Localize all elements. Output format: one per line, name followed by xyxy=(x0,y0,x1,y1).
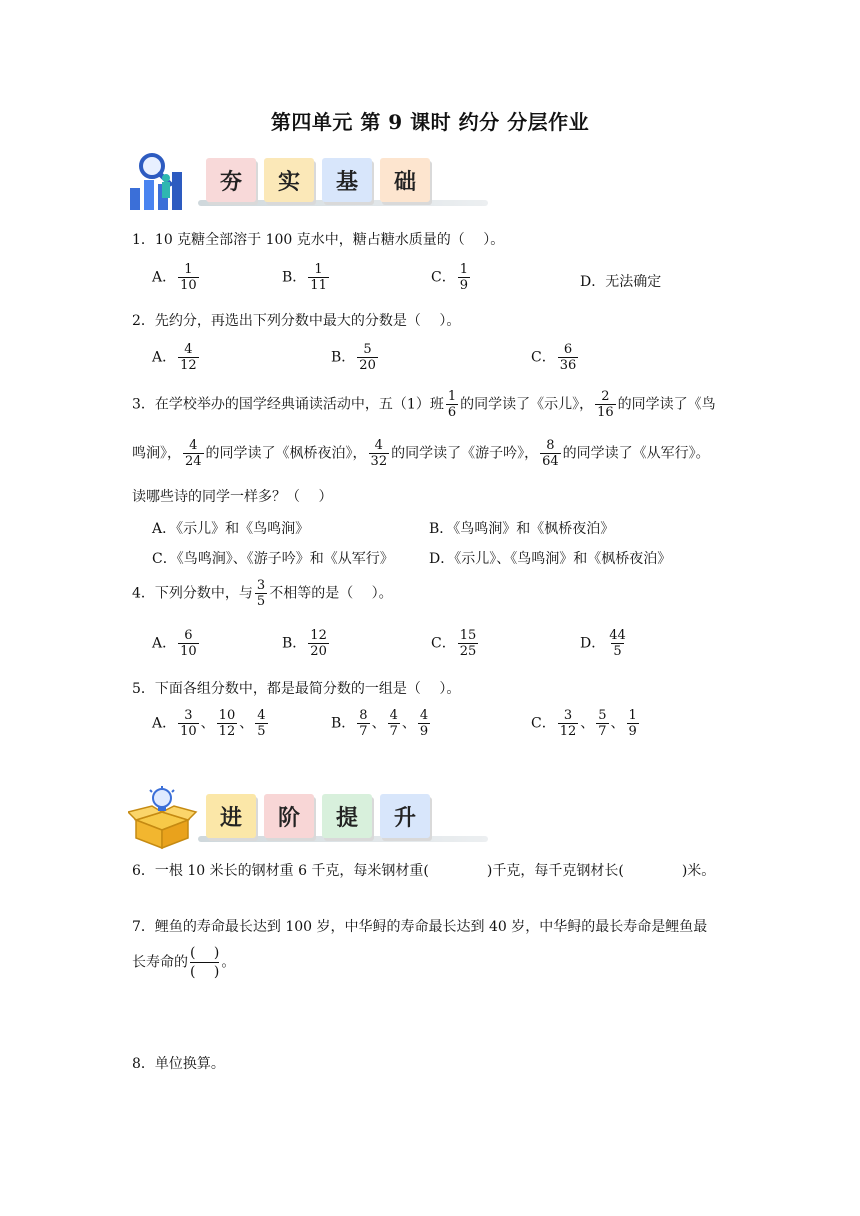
q3-option-a: A．《示儿》和《鸟鸣涧》 xyxy=(152,521,310,537)
question-3-line-2: 鸣涧》， $\frac{4}{24}$ 的同学读了《枫桥夜泊》， $\frac{4}{32}$ 的同学读了《游子吟》， $\frac{8}{64}$ 的同学读了《从军行》。 xyxy=(132,438,710,469)
q2-option-b: B． $\frac{5}{20}$ xyxy=(331,342,376,373)
q3-option-b: B．《鸟鸣涧》和《枫桥夜泊》 xyxy=(429,521,615,537)
page-title: 第四单元 第 9 课时 约分 分层作业 xyxy=(270,110,590,134)
question-3-line-3: 读哪些诗的同学一样多？（ ） xyxy=(132,489,333,505)
question-7-line-1: 7．鲤鱼的寿命最长达到 100 岁，中华鲟的寿命最长达到 40 岁，中华鲟的最长寿命是鲤鱼最 xyxy=(132,919,708,935)
question-6: 6．一根 10 米长的钢材重 6 千克，每米钢材重( )千克，每千克钢材长( )米。 xyxy=(132,863,716,879)
banner-char-2: 阶 xyxy=(264,794,314,838)
question-5: 5．下面各组分数中，都是最简分数的一组是（ ）。 xyxy=(132,681,461,697)
banner-char-3: 提 xyxy=(322,794,372,838)
q3-option-c: C．《鸟鸣涧》、《游子吟》和《从军行》 xyxy=(152,551,394,567)
banner-char-1: 进 xyxy=(206,794,256,838)
q5-option-c: C． $\frac{3}{12}$ 、 $\frac{5}{7}$ 、 $\frac{1}{9}$ xyxy=(531,708,637,739)
q1-option-d: D．无法确定 xyxy=(580,274,662,290)
question-4: 4．下列分数中，与 $\frac{3}{5}$ 不相等的是（ ）。 xyxy=(132,578,393,609)
question-2: 2．先约分，再选出下列分数中最大的分数是（ ）。 xyxy=(132,313,461,329)
question-3-line-1: 3．在学校举办的国学经典诵读活动中，五（1）班 $\frac{1}{6}$ 的同学读了《示儿》， $\frac{2}{16}$ 的同学读了《鸟 xyxy=(132,389,716,420)
magnifier-chart-icon xyxy=(128,150,196,214)
question-8: 8．单位换算。 xyxy=(132,1056,225,1072)
q2-option-c: C． $\frac{6}{36}$ xyxy=(531,342,577,373)
banner-char-2: 实 xyxy=(264,158,314,202)
section-banner-advanced xyxy=(128,786,458,850)
banner-char-4: 础 xyxy=(380,158,430,202)
banner-char-1: 夯 xyxy=(206,158,256,202)
banner-char-3: 基 xyxy=(322,158,372,202)
q1-option-b: B． $\frac{1}{11}$ xyxy=(282,262,327,293)
q1-option-a: A． $\frac{1}{10}$ xyxy=(152,262,197,293)
q4-option-d: D． $\frac{44}{5}$ xyxy=(580,628,626,659)
q5-option-a: A． $\frac{3}{10}$ 、 $\frac{10}{12}$ 、 $\frac{4}{5}$ xyxy=(152,708,266,739)
question-7-line-2: 长寿命的 ( ) ( ) 。 xyxy=(132,945,236,980)
question-1: 1．10 克糖全部溶于 100 克水中，糖占糖水质量的（ ）。 xyxy=(132,232,505,248)
q2-option-a: A． $\frac{4}{12}$ xyxy=(152,342,197,373)
banner-char-4: 升 xyxy=(380,794,430,838)
q1-option-c: C． $\frac{1}{9}$ xyxy=(431,262,468,293)
section-banner-basic xyxy=(128,150,458,214)
q3-option-d: D．《示儿》、《鸟鸣涧》和《枫桥夜泊》 xyxy=(429,551,672,567)
q5-option-b: B． $\frac{8}{7}$ 、 $\frac{4}{7}$ 、 $\frac{4}{9}$ xyxy=(331,708,429,739)
q4-option-a: A． $\frac{6}{10}$ xyxy=(152,628,197,659)
open-box-bulb-icon xyxy=(128,786,198,850)
q4-option-b: B． $\frac{12}{20}$ xyxy=(282,628,327,659)
q4-option-c: C． $\frac{15}{25}$ xyxy=(431,628,477,659)
answer-fraction-blank[interactable]: ( ) ( ) xyxy=(190,945,220,980)
